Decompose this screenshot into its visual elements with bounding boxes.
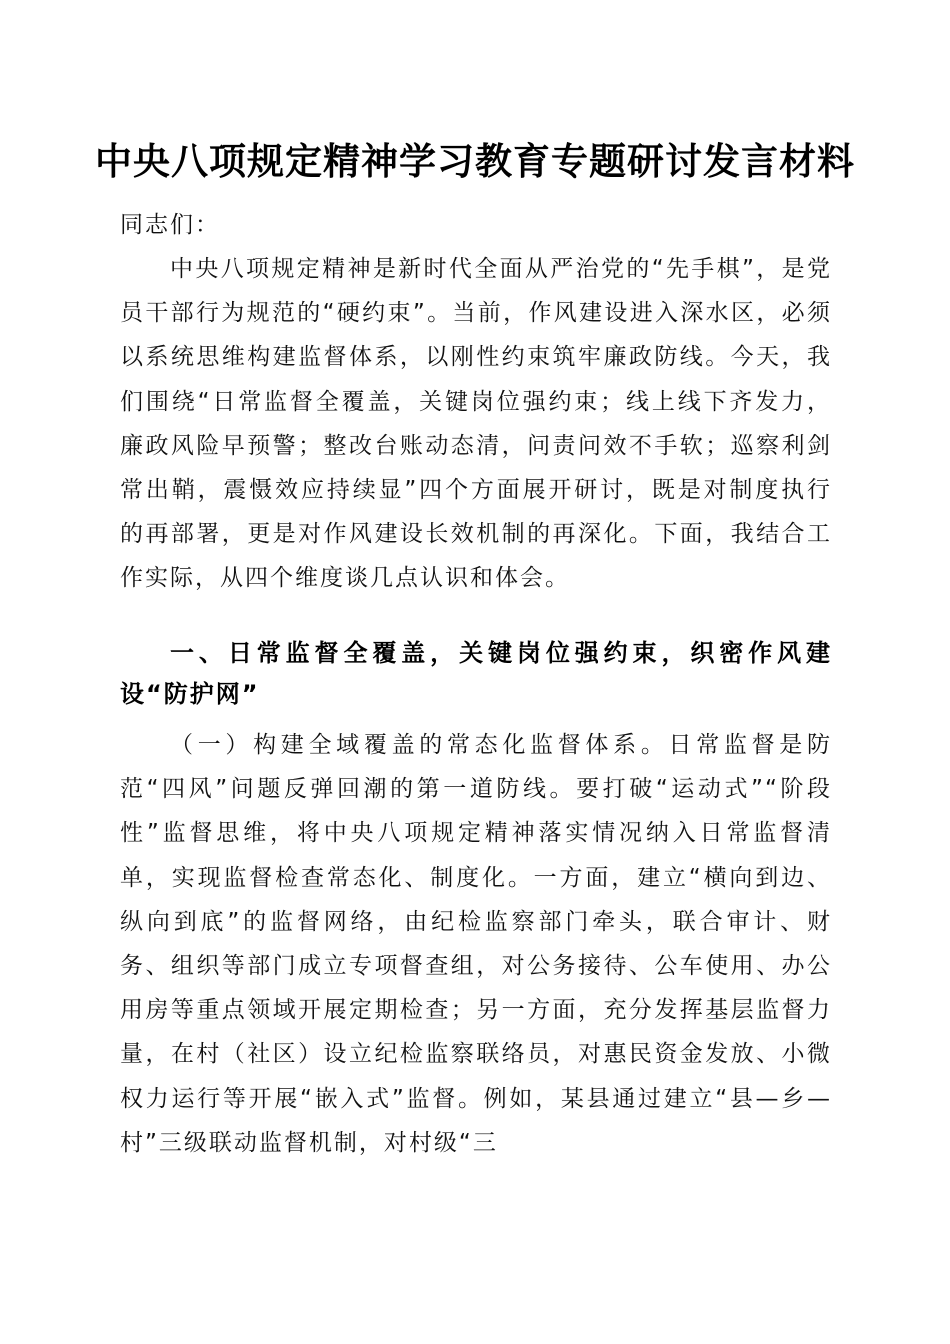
section-heading-1: 一、日常监督全覆盖，关键岗位强约束，织密作风建设“防护网” xyxy=(120,639,832,708)
intro-paragraph: 中央八项规定精神是新时代全面从严治党的“先手棋”，是党员干部行为规范的“硬约束”。当前，作风建设进入深水区，必须以系统思维构建监督体系，以刚性约束筑牢廉政防线。今天，我们围绕“日常监督全覆盖，关键岗位强约束；线上线下齐发力，廉政风险早预警；整改台账动态清，问责问效不手软；巡察利剑常出鞘，震慑效应持续显”四个方面展开研讨，既是对制度执行的再部署，更是对作风建设长效机制的再深化。下面，我结合工作实际，从四个维度谈几点认识和体会。 xyxy=(120,256,832,592)
salutation: 同志们： xyxy=(120,212,220,238)
document-title: 中央八项规定精神学习教育专题研讨发言材料 xyxy=(95,139,855,183)
section-1-paragraph-1: （一）构建全域覆盖的常态化监督体系。日常监督是防范“四风”问题反弹回潮的第一道防线。要打破“运动式”“阶段性”监督思维，将中央八项规定精神落实情况纳入日常监督清单，实现监督检查常态化、制度化。一方面，建立“横向到边、纵向到底”的监督网络，由纪检监察部门牵头，联合审计、财务、组织等部门成立专项督查组，对公务接待、公车使用、办公用房等重点领域开展定期检查；另一方面，充分发挥基层监督力量，在村（社区）设立纪检监察联络员，对惠民资金发放、小微权力运行等开展“嵌入式”监督。例如，某县通过建立“县—乡—村”三级联动监督机制，对村级“三 xyxy=(120,732,832,1156)
